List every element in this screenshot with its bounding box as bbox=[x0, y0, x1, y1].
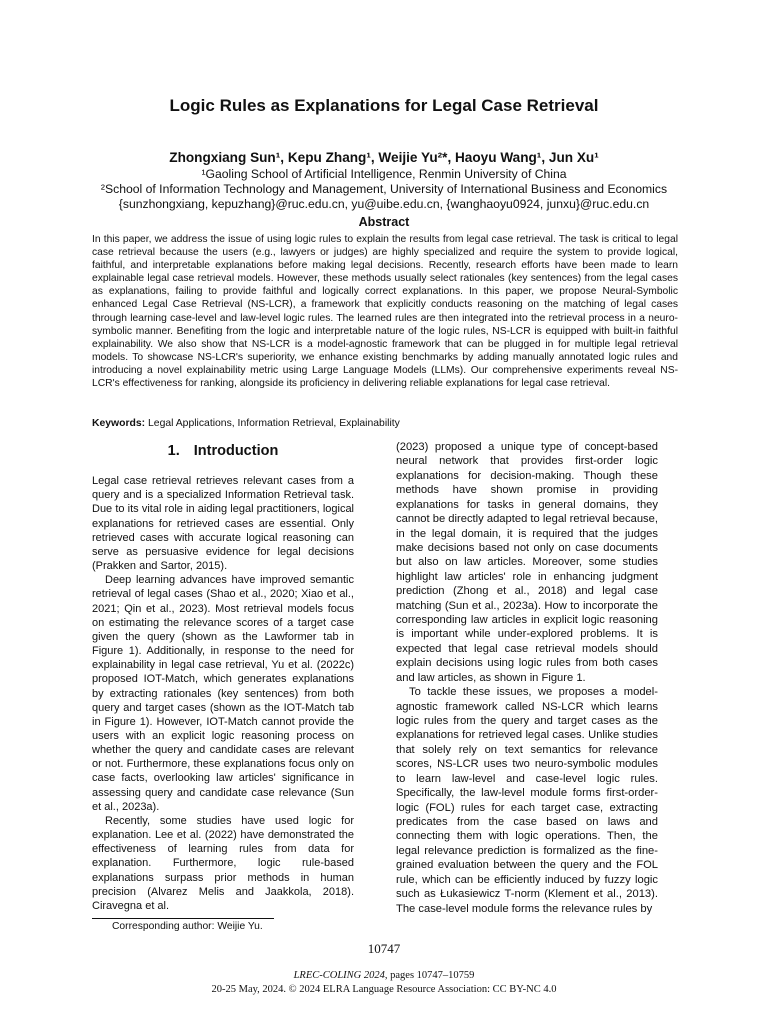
affiliation-1: ¹Gaoling School of Artificial Intelligence, Renmin University of China bbox=[201, 167, 567, 181]
author-list: Zhongxiang Sun¹, Kepu Zhang¹, Weijie Yu²*, Haoyu Wang¹, Jun Xu¹ bbox=[169, 150, 599, 165]
section-heading-introduction bbox=[92, 444, 354, 458]
footer-venue bbox=[0, 969, 768, 982]
abstract-text: In this paper, we address the issue of using logic rules to explain the results from legal case retrieval. The task is critical to legal case retrieval because the users (e.g., lawyers or judges) are highly specialized and require the system to provide logical, faithful, and interpretable explanations before making legal decisions. Recently, research efforts have been made to learn explainable legal case retrieval models. However, these methods usually select rationales (key sentences) from the legal cases as explanations, failing to provide faithful and logically correct explanations. In this paper, we propose Neural-Symbolic enhanced Legal Case Retrieval (NS-LCR), a framework that explicitly conducts reasoning on the matching of legal cases through learning case-level and law-level logic rules. The learned rules are then integrated into the retrieval process in a neuro-symbolic manner. Benefiting from the logic and interpretable nature of the logic rules, NS-LCR is equipped with built-in faithful explainability. We also show that NS-LCR is a model-agnostic framework that can be plugged in for multiple legal retrieval models. To showcase NS-LCR's superiority, we enhance existing benchmarks by adding manually annotated logic rules and introducing a novel explainability metric using Large Language Models (LLMs). Our comprehensive experiments reveal NS-LCR's effectiveness for ranking, alongside its proficiency in delivering reliable explanations for legal case retrieval. bbox=[92, 234, 678, 390]
section-title: Introduction bbox=[193, 443, 279, 459]
left-column bbox=[92, 440, 354, 913]
author-emails: {sunzhongxiang, kepuzhang}@ruc.edu.cn, yu@uibe.edu.cn, {wanghaoyu0924, junxu}@ruc.edu.cn bbox=[118, 197, 650, 211]
section-number: 1. bbox=[167, 443, 180, 459]
footer-pages: , pages 10747–10759 bbox=[384, 970, 475, 981]
footer-venue-name: LREC-COLING 2024 bbox=[293, 970, 385, 981]
footer-license: 20-25 May, 2024. © 2024 ELRA Language Resource Association: CC BY-NC 4.0 bbox=[211, 984, 557, 995]
affiliation-2: ²School of Information Technology and Management, University of International Business and Economics bbox=[100, 182, 668, 196]
keywords-text: Legal Applications, Information Retrieval, Explainability bbox=[148, 418, 400, 429]
footnote-rule bbox=[92, 918, 274, 919]
intro-paragraph-3: Recently, some studies have used logic for explanation. Lee et al. (2022) have demonstrated the effectiveness of learning rules from data for explanation. Furthermore, logic rule-based explanations surpass prior methods in human precision (Alvarez Melis and Jaakkola, 2018). Ciravegna et al. bbox=[92, 814, 354, 912]
footnote-corresponding-author: Corresponding author: Weijie Yu. bbox=[112, 921, 263, 932]
right-column bbox=[396, 440, 658, 916]
paper-title: Logic Rules as Explanations for Legal Case Retrieval bbox=[169, 96, 599, 115]
page-number: 10747 bbox=[367, 941, 401, 956]
abstract-heading: Abstract bbox=[358, 215, 410, 229]
intro-paragraph-2: Deep learning advances have improved semantic retrieval of legal cases (Shao et al., 2020; Xiao et al., 2021; Qin et al., 2023). Most retrieval models focus on estimating the relevance scores of a target case given the query (shown as the Lawformer tab in Figure 1). Additionally, in response to the need for explainability in legal case retrieval, Yu et al. (2022c) proposed IOT-Match, which generates explanations by extracting rationales (key sentences) from both query and target cases (shown as the IOT-Match tab in Figure 1). However, IOT-Match cannot provide the users with an explicit logic reasoning process on whether the query and candidate cases are relevant or not. Furthermore, these explanations focus only on case facts, overlooking law articles' significance in assessing query and candidate case relevance (Sun et al., 2023a). bbox=[92, 574, 354, 813]
intro-paragraph-1: Legal case retrieval retrieves relevant cases from a query and is a specialized Information Retrieval task. Due to its vital role in aiding legal practitioners, logical explanations for retrieved cases are essential. Only retrieved cases with accurate logical reasoning can serve as persuasive evidence for legal decisions (Prakken and Sartor, 2015). bbox=[92, 475, 354, 573]
keywords bbox=[92, 418, 678, 429]
keywords-label: Keywords: bbox=[92, 418, 146, 429]
intro-paragraph-4: (2023) proposed a unique type of concept-based neural network that provides first-order logic explanations for decision-making. Though these methods have shown promise in providing explanations for tasks in general domains, they cannot be directly adapted to legal retrieval because, in the legal domain, it is required that the judges make decisions based not only on case documents but also on law articles. Moreover, some studies highlight law articles' role in enhancing judgment prediction (Zhong et al., 2018) and legal case matching (Sun et al., 2023a). How to incorporate the corresponding law articles in explicit logic reasoning is important while under-explored problems. It is expected that legal case retrieval models should explain decisions using logic rules from both cases and law articles, as shown in Figure 1. bbox=[396, 441, 658, 684]
intro-paragraph-5: To tackle these issues, we proposes a model-agnostic framework called NS-LCR which learns logic rules from the query and target cases as the explanations for retrieved legal cases. Unlike studies that solely rely on text semantics for relevance scores, NS-LCR uses two neuro-symbolic modules to learn law-level and case-level logic rules. Specifically, the law-level module forms first-order-logic (FOL) rules for each target case, extracting predicates from the case based on laws and connecting them with logic operations. Then, the legal relevance prediction is formalized as the fine-grained evaluation between the query and the FOL rule, which can be efficiently induced by fuzzy logic such as Łukasiewicz T-norm (Klement et al., 2013). The case-level module forms the relevance rules by bbox=[396, 686, 658, 915]
